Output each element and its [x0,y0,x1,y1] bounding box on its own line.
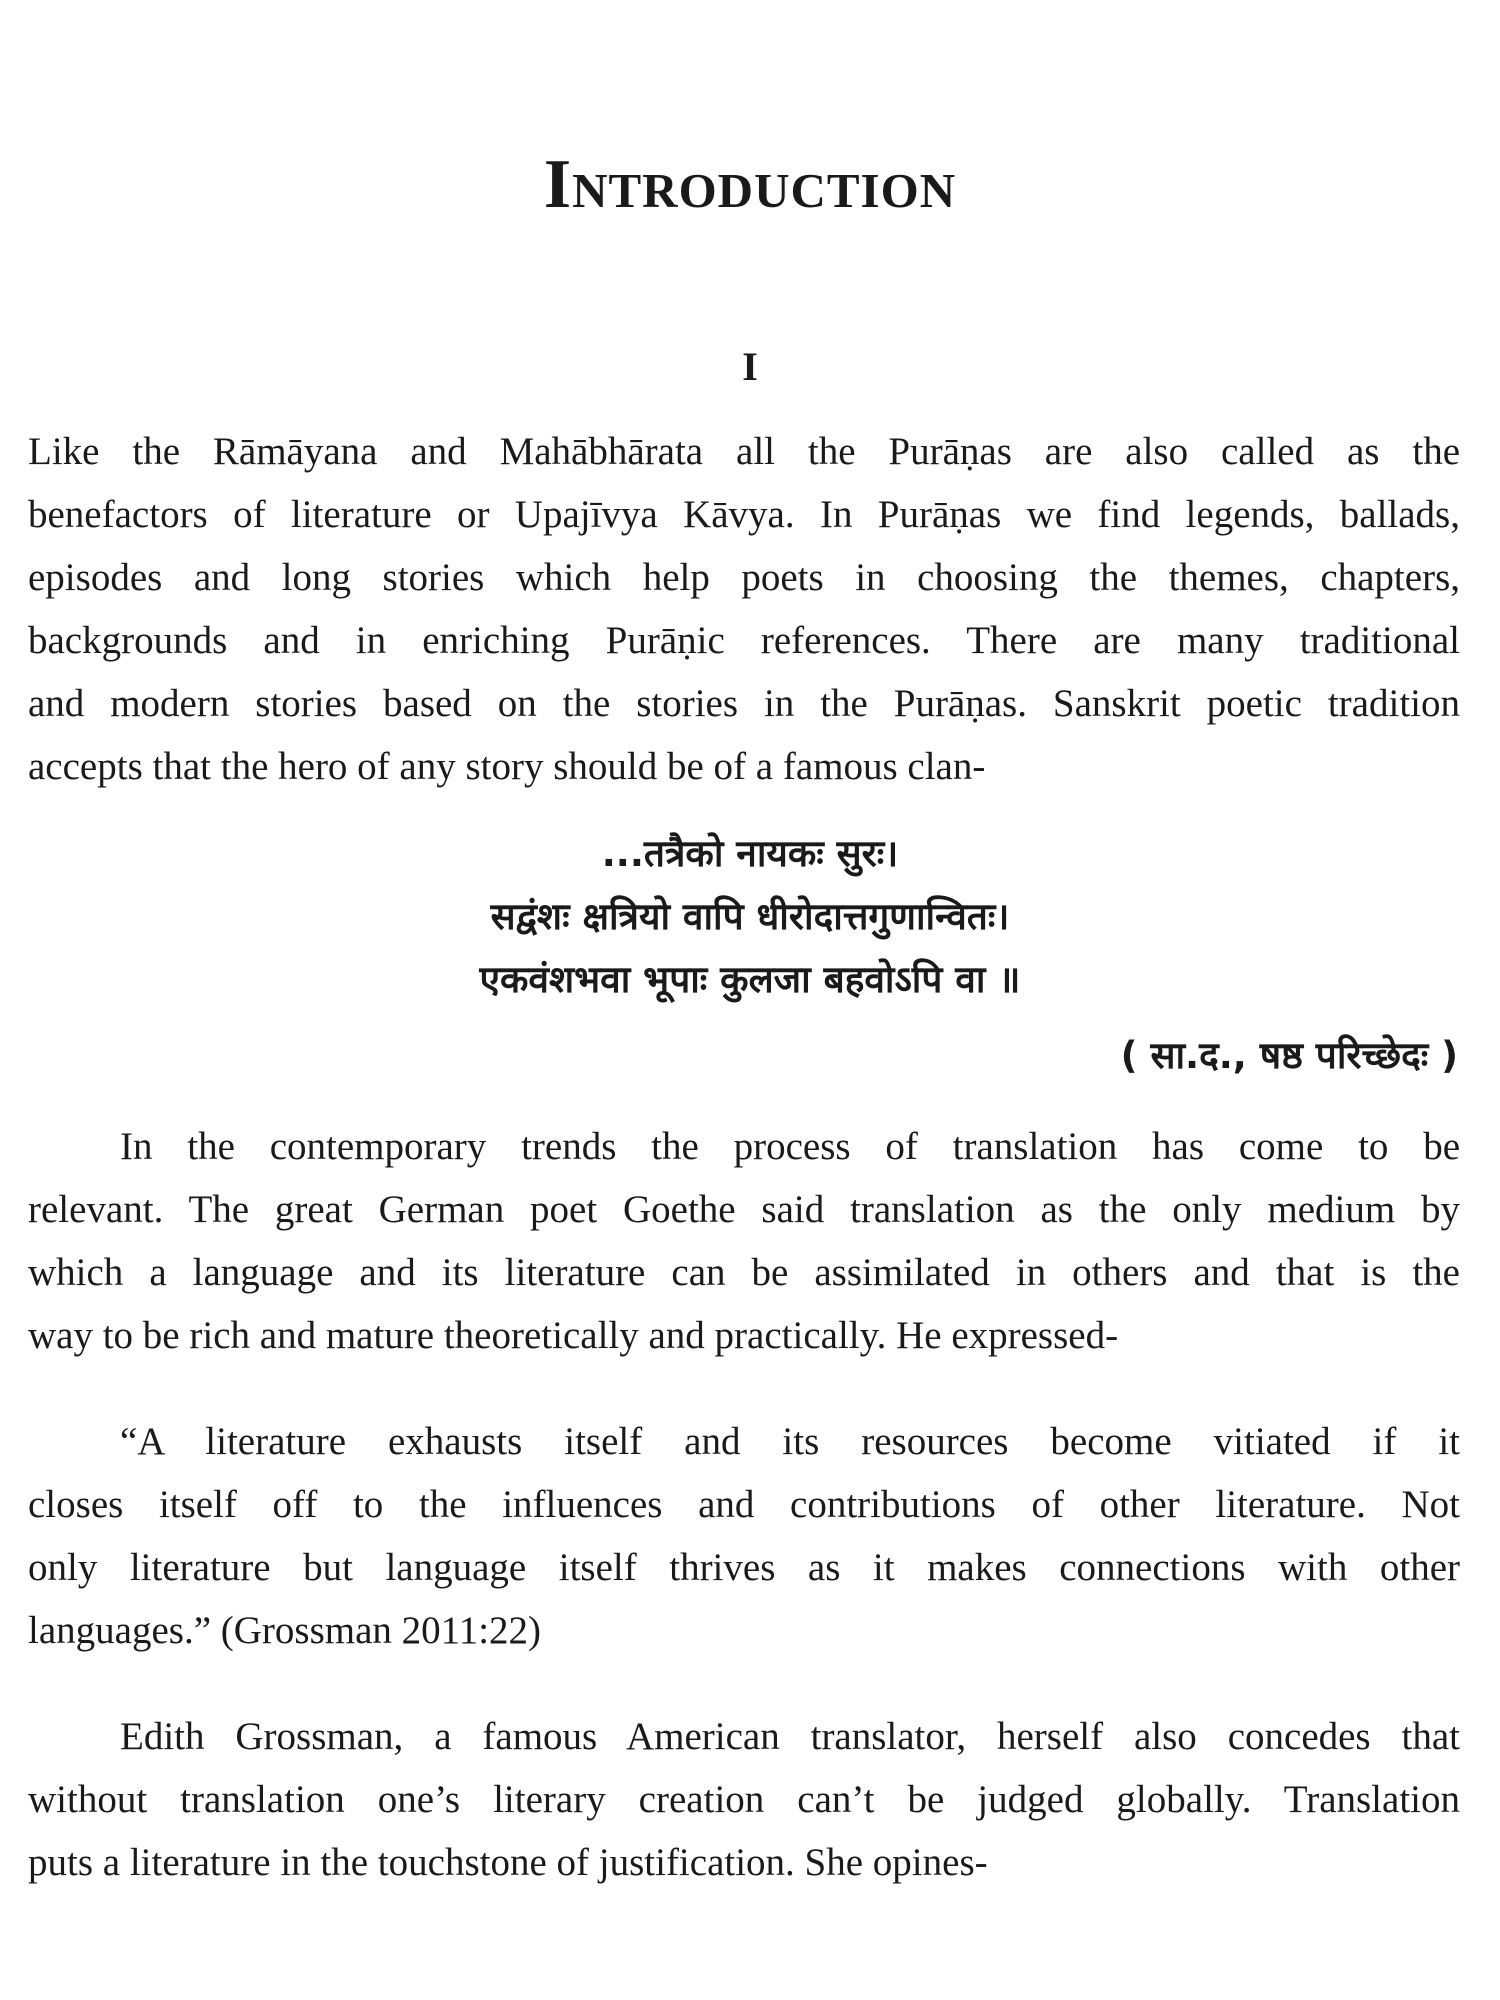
text-line: backgrounds and in enriching Purāṇic references. There are many traditional [28,619,1460,662]
text-line: closes itself off to the influences and contributions of other literature. Not [28,1483,1460,1526]
text-line: way to be rich and mature theoretically and practically. He expressed- [28,1314,1119,1357]
text-line: only literature but language itself thrives as it makes connections with other [28,1546,1460,1589]
text-line: and modern stories based on the stories in the Purāṇas. Sanskrit poetic tradition [28,682,1460,725]
verse-citation: ( सा.द., षष्ठ परिच्छेदः ) [1120,1034,1458,1077]
text-line: benefactors of literature or Upajīvya Kāvya. In Purāṇas we find legends, ballads, [28,493,1460,536]
paragraph-translation [28,1115,1460,1367]
text-line: “A literature exhausts itself and its resources become vitiated if it [120,1420,1460,1463]
text-line: Like the Rāmāyana and Mahābhārata all the Purāṇas are also called as the [28,430,1460,473]
sanskrit-verse [0,822,1500,1011]
text-line: Edith Grossman, a famous American translator, herself also concedes that [120,1715,1460,1758]
text-line: puts a literature in the touchstone of justification. She opines- [28,1841,988,1884]
verse-line: ...तत्रैको नायकः सुरः। [601,832,899,875]
paragraph-grossman [28,1705,1460,1894]
section-number: I [742,344,758,389]
page-title: Introduction [543,146,957,223]
verse-line: सद्वंशः क्षत्रियो वापि धीरोदात्तगुणान्वितः। [490,895,1010,938]
text-line: In the contemporary trends the process of translation has come to be [120,1125,1460,1168]
paragraph-intro [28,420,1460,798]
text-line: accepts that the hero of any story should be of a famous clan- [28,745,986,788]
text-line: relevant. The great German poet Goethe said translation as the only medium by [28,1188,1460,1231]
text-line: without translation one’s literary creation can’t be judged globally. Translation [28,1778,1460,1821]
text-line: episodes and long stories which help poets in choosing the themes, chapters, [28,556,1460,599]
paragraph-quote [28,1410,1460,1662]
verse-line: एकवंशभवा भूपाः कुलजा बहवोऽपि वा ॥ [479,958,1021,1001]
text-line: which a language and its literature can be assimilated in others and that is the [28,1251,1460,1294]
text-line: languages.” (Grossman 2011:22) [28,1609,542,1652]
